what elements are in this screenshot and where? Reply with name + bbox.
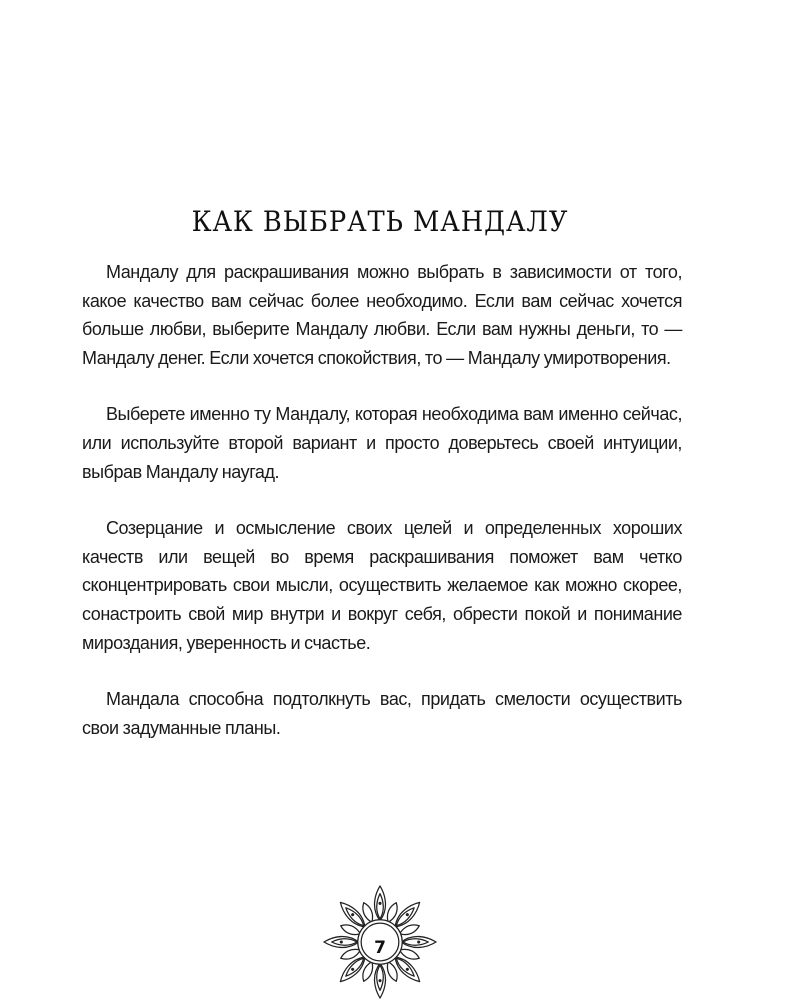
paragraph-1: Мандалу для раскрашивания можно выбрать в зависимости от того, какое качество вам сейчас более необходимо. Если вам сейчас хочется больше любви, выберите Мандалу любви. Если вам нужны деньги, то — Мандалу денег. Если хочется спокойствия, то — Мандалу умиротворения. (82, 262, 682, 368)
paragraph-4: Мандала способна подтолкнуть вас, придать смелости осуществить свои задуманные планы. (82, 689, 682, 738)
paragraph-2: Выберете именно ту Мандалу, которая необходима вам именно сейчас, или используйте второй вариант и просто доверьтесь своей интуиции, выбрав Мандалу наугад. (82, 404, 682, 482)
page-number: 7 (374, 938, 386, 958)
page-title: КАК ВЫБРАТЬ МАНДАЛУ (191, 204, 569, 238)
paragraph-3: Созерцание и осмысление своих целей и определенных хороших качеств или вещей во время раскрашивания поможет вам четко сконцентрировать свои мысли, осуществить желаемое как можно скорее, сонастроить свой мир внутри и вокруг себя, обрести покой и понимание мироздания, уверенность и счастье. (82, 518, 682, 653)
body-text (82, 258, 682, 770)
